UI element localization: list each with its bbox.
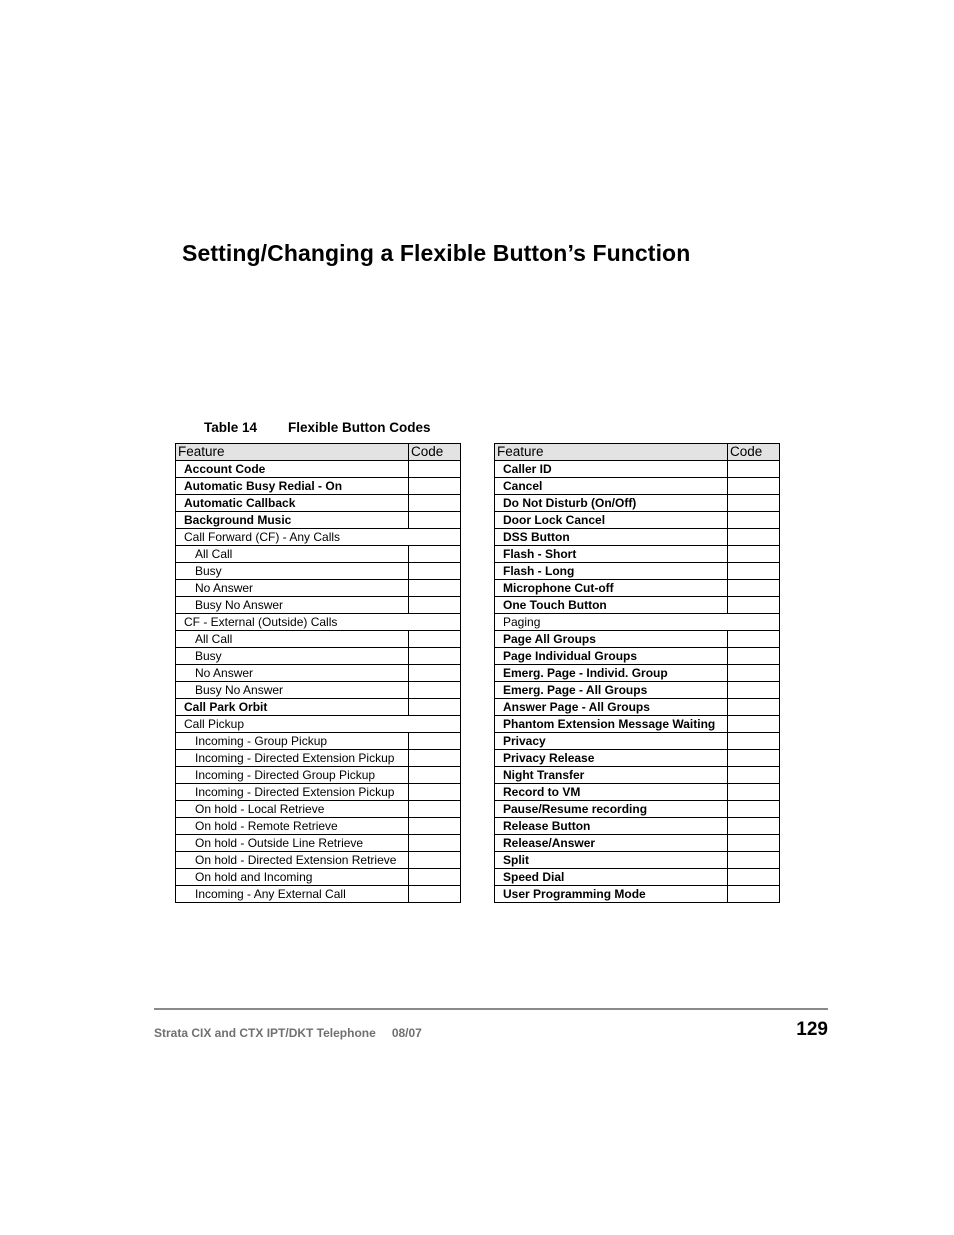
feature-cell: Page All Groups [495, 631, 728, 648]
feature-cell: CF - External (Outside) Calls [176, 614, 461, 631]
feature-cell: Answer Page - All Groups [495, 699, 728, 716]
table-row [176, 733, 461, 750]
feature-cell: Incoming - Any External Call [176, 886, 409, 903]
code-cell [409, 682, 461, 699]
table-row [495, 716, 780, 733]
table-row [176, 563, 461, 580]
feature-cell: Flash - Long [495, 563, 728, 580]
feature-cell: Incoming - Directed Extension Pickup [176, 750, 409, 767]
table-row [495, 818, 780, 835]
feature-column-header: Feature [495, 444, 728, 461]
code-cell [728, 818, 780, 835]
table-row [176, 648, 461, 665]
table-row [495, 835, 780, 852]
table-row [176, 869, 461, 886]
code-cell [728, 478, 780, 495]
feature-cell: Background Music [176, 512, 409, 529]
code-cell [728, 682, 780, 699]
table-row [176, 852, 461, 869]
code-cell [409, 648, 461, 665]
feature-cell: DSS Button [495, 529, 728, 546]
table-row [495, 512, 780, 529]
feature-cell: One Touch Button [495, 597, 728, 614]
feature-cell: Call Park Orbit [176, 699, 409, 716]
feature-cell: On hold and Incoming [176, 869, 409, 886]
feature-cell: Call Forward (CF) - Any Calls [176, 529, 461, 546]
feature-cell: Release/Answer [495, 835, 728, 852]
code-cell [409, 784, 461, 801]
feature-cell: Privacy Release [495, 750, 728, 767]
footer-publication [154, 1026, 422, 1040]
feature-cell: Night Transfer [495, 767, 728, 784]
table-row [495, 597, 780, 614]
table-row [176, 529, 461, 546]
code-cell [409, 495, 461, 512]
code-cell [409, 886, 461, 903]
code-cell [409, 563, 461, 580]
table-row [176, 631, 461, 648]
code-cell [728, 546, 780, 563]
table-row [176, 478, 461, 495]
code-cell [409, 750, 461, 767]
footer-divider [154, 1008, 828, 1010]
page-number: 129 [796, 1019, 828, 1040]
table-row [176, 801, 461, 818]
code-cell [728, 716, 780, 733]
code-cell [728, 580, 780, 597]
publication-date: 08/07 [391, 1026, 422, 1040]
feature-cell: Incoming - Directed Group Pickup [176, 767, 409, 784]
feature-cell: Incoming - Group Pickup [176, 733, 409, 750]
table-row [495, 733, 780, 750]
code-cell [728, 767, 780, 784]
feature-cell: Automatic Callback [176, 495, 409, 512]
feature-cell: On hold - Remote Retrieve [176, 818, 409, 835]
code-cell [728, 563, 780, 580]
table-row [495, 614, 780, 631]
table-row [176, 784, 461, 801]
feature-cell: Page Individual Groups [495, 648, 728, 665]
feature-cell: Emerg. Page - Individ. Group [495, 665, 728, 682]
code-cell [409, 665, 461, 682]
table-number: Table 14 [204, 420, 258, 435]
table-row [176, 818, 461, 835]
table-row [495, 699, 780, 716]
feature-cell: Flash - Short [495, 546, 728, 563]
code-cell [728, 852, 780, 869]
feature-cell: User Programming Mode [495, 886, 728, 903]
code-column-header: Code [728, 444, 780, 461]
code-cell [728, 529, 780, 546]
feature-cell: Release Button [495, 818, 728, 835]
feature-cell: Call Pickup [176, 716, 461, 733]
feature-cell: On hold - Directed Extension Retrieve [176, 852, 409, 869]
table-row [495, 648, 780, 665]
table-row [176, 580, 461, 597]
code-cell [409, 801, 461, 818]
table-header-row [176, 444, 461, 461]
feature-cell: Caller ID [495, 461, 728, 478]
table-row [495, 767, 780, 784]
table-row [176, 512, 461, 529]
code-cell [409, 478, 461, 495]
feature-cell: Speed Dial [495, 869, 728, 886]
table-row [176, 495, 461, 512]
table-row [176, 461, 461, 478]
feature-cell: Microphone Cut-off [495, 580, 728, 597]
code-cell [409, 461, 461, 478]
code-cell [728, 495, 780, 512]
table-header-row [495, 444, 780, 461]
table-row [176, 614, 461, 631]
code-cell [409, 767, 461, 784]
code-cell [728, 750, 780, 767]
feature-cell: No Answer [176, 580, 409, 597]
feature-cell: Door Lock Cancel [495, 512, 728, 529]
table-row [495, 580, 780, 597]
feature-cell: Privacy [495, 733, 728, 750]
code-cell [409, 699, 461, 716]
code-cell [409, 597, 461, 614]
table-row [495, 461, 780, 478]
table-row [495, 750, 780, 767]
table-row [495, 886, 780, 903]
feature-cell: Pause/Resume recording [495, 801, 728, 818]
code-cell [728, 512, 780, 529]
feature-cell: Paging [495, 614, 780, 631]
code-cell [728, 665, 780, 682]
table-row [495, 665, 780, 682]
code-cell [409, 580, 461, 597]
table-row [495, 869, 780, 886]
feature-cell: Phantom Extension Message Waiting [495, 716, 728, 733]
code-cell [728, 461, 780, 478]
code-cell [728, 801, 780, 818]
code-cell [409, 512, 461, 529]
feature-cell: All Call [176, 546, 409, 563]
table-row [495, 478, 780, 495]
code-column-header: Code [409, 444, 461, 461]
button-codes-table-left [175, 443, 461, 903]
code-cell [728, 835, 780, 852]
publication-title: Strata CIX and CTX IPT/DKT Telephone [154, 1026, 376, 1040]
code-cell [728, 631, 780, 648]
feature-cell: Busy No Answer [176, 597, 409, 614]
table-row [176, 750, 461, 767]
feature-cell: Split [495, 852, 728, 869]
code-cell [728, 699, 780, 716]
table-row [176, 546, 461, 563]
feature-cell: Incoming - Directed Extension Pickup [176, 784, 409, 801]
left-table-body [176, 461, 461, 903]
code-cell [409, 869, 461, 886]
table-row [176, 886, 461, 903]
code-cell [409, 631, 461, 648]
table-row [495, 682, 780, 699]
feature-cell: Account Code [176, 461, 409, 478]
table-row [495, 563, 780, 580]
table-row [176, 767, 461, 784]
feature-cell: On hold - Local Retrieve [176, 801, 409, 818]
table-row [495, 546, 780, 563]
code-cell [409, 852, 461, 869]
table-row [176, 699, 461, 716]
table-row [495, 801, 780, 818]
code-cell [728, 784, 780, 801]
feature-cell: Emerg. Page - All Groups [495, 682, 728, 699]
table-row [176, 597, 461, 614]
right-table-body [495, 461, 780, 903]
feature-cell: Cancel [495, 478, 728, 495]
table-row [495, 784, 780, 801]
table-row [176, 682, 461, 699]
feature-cell: On hold - Outside Line Retrieve [176, 835, 409, 852]
code-cell [409, 546, 461, 563]
table-caption [204, 420, 431, 435]
feature-column-header: Feature [176, 444, 409, 461]
code-cell [409, 818, 461, 835]
feature-cell: Busy No Answer [176, 682, 409, 699]
code-cell [728, 869, 780, 886]
table-row [176, 716, 461, 733]
feature-cell: Record to VM [495, 784, 728, 801]
code-cell [409, 835, 461, 852]
code-cell [728, 597, 780, 614]
feature-cell: Do Not Disturb (On/Off) [495, 495, 728, 512]
feature-cell: Busy [176, 563, 409, 580]
feature-cell: Busy [176, 648, 409, 665]
code-cell [728, 733, 780, 750]
button-codes-table-right [494, 443, 780, 903]
code-cell [728, 648, 780, 665]
table-row [176, 835, 461, 852]
table-row [495, 852, 780, 869]
page-title: Setting/Changing a Flexible Button’s Function [182, 240, 691, 266]
table-row [495, 495, 780, 512]
code-cell [728, 886, 780, 903]
table-row [176, 665, 461, 682]
table-row [495, 529, 780, 546]
table-row [495, 631, 780, 648]
feature-cell: Automatic Busy Redial - On [176, 478, 409, 495]
table-title: Flexible Button Codes [288, 420, 431, 435]
code-cell [409, 733, 461, 750]
feature-cell: All Call [176, 631, 409, 648]
feature-cell: No Answer [176, 665, 409, 682]
